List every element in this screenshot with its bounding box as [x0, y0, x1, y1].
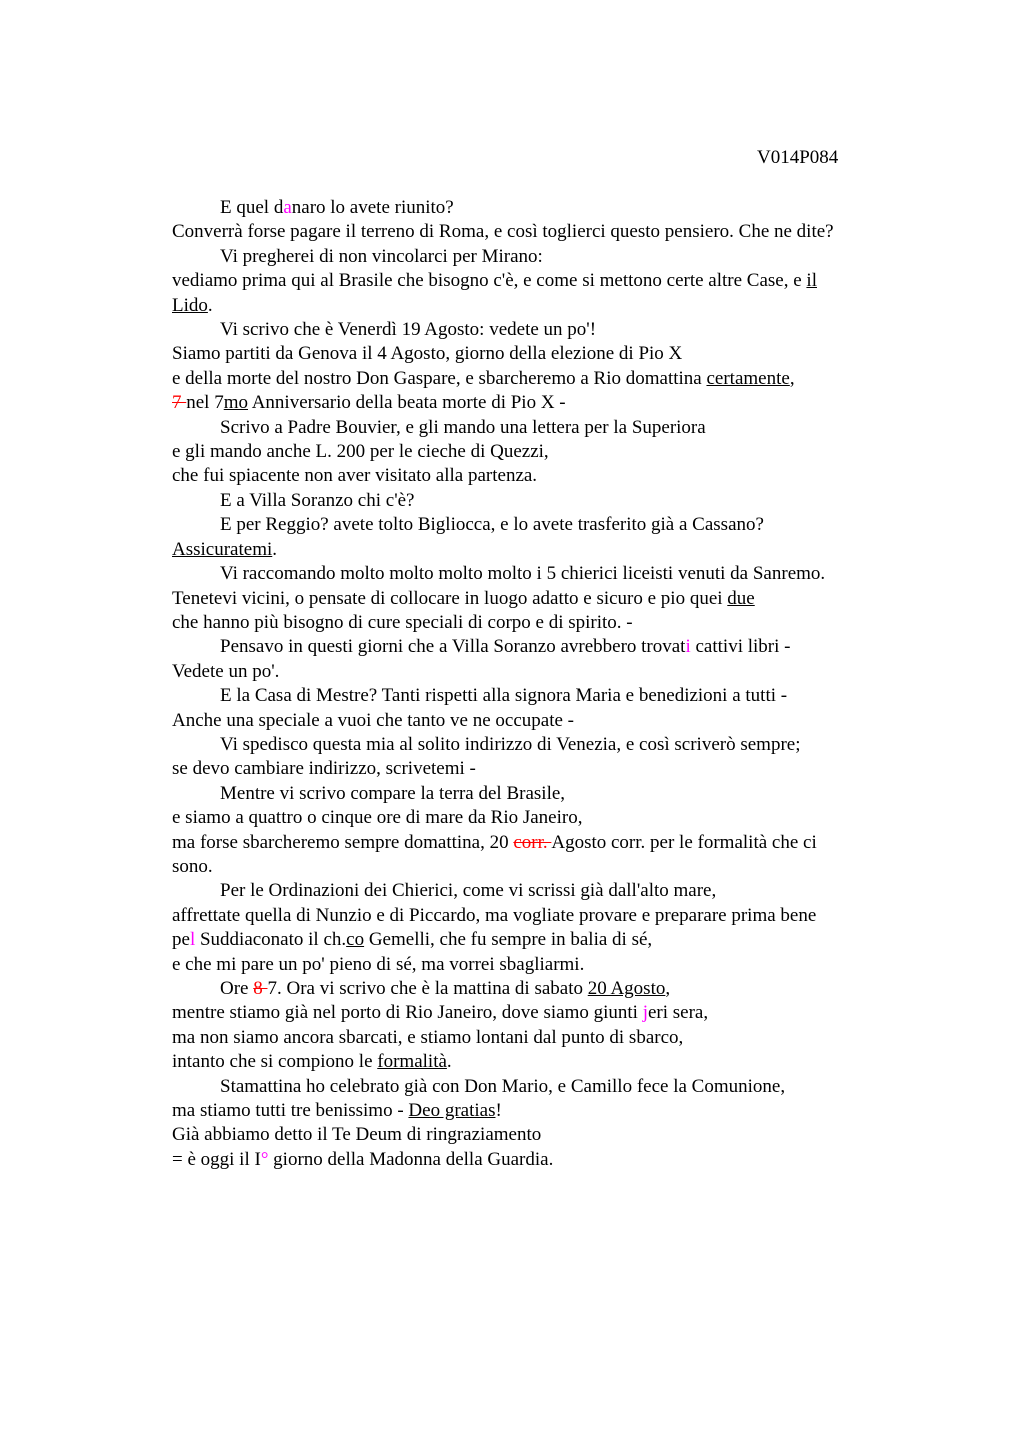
text-segment: .	[207, 294, 213, 316]
text-line	[172, 367, 902, 391]
text-line	[172, 416, 902, 440]
text-segment: Vi raccomando molto molto molto molto i 5 chierici liceisti venuti da Sanremo.	[220, 563, 826, 585]
text-segment: Per le Ordinazioni dei Chierici, come vi scrissi già dall'alto mare,	[220, 880, 717, 902]
underlined-text: Deo gratias	[408, 1100, 496, 1122]
text-line	[172, 342, 902, 366]
text-segment: se devo cambiare indirizzo, scrivetemi -	[172, 758, 476, 780]
text-segment: .	[272, 538, 278, 560]
underlined-text: mo	[223, 392, 248, 414]
text-segment: eri sera,	[647, 1002, 709, 1024]
text-segment: naro lo avete riunito?	[291, 197, 454, 218]
text-segment: sono.	[172, 855, 213, 877]
text-line	[172, 635, 902, 659]
text-line	[172, 562, 902, 586]
text-line	[172, 904, 902, 928]
text-segment: Vi spedisco questa mia al solito indirizzo di Venezia, e così scriverò sempre;	[220, 733, 801, 755]
text-segment: e della morte del nostro Don Gaspare, e sbarcheremo a Rio domattina	[172, 367, 707, 389]
text-line	[172, 977, 902, 1001]
underlined-text: certamente	[706, 367, 790, 389]
text-segment: .	[446, 1051, 452, 1073]
underlined-text: 20 Agosto	[587, 978, 666, 999]
underlined-text: co	[346, 929, 365, 951]
text-segment: Vi scrivo che è Venerdì 19 Agosto: vedete un po'!	[220, 319, 597, 341]
inserted-text: i	[685, 636, 691, 658]
text-segment: !	[495, 1100, 502, 1122]
text-segment: Scrivo a Padre Bouvier, e gli mando una lettera per la Superiora	[220, 416, 706, 438]
text-line	[172, 489, 902, 513]
text-segment: Tenetevi vicini, o pensate di collocare in luogo adatto e sicuro e pio quei	[172, 587, 728, 609]
text-segment: ,	[789, 367, 795, 389]
text-line	[172, 269, 902, 293]
page-id: V014P084	[757, 147, 839, 168]
text-line	[172, 538, 902, 562]
text-segment: = è oggi il I	[172, 1148, 261, 1170]
text-segment: Mentre vi scrivo compare la terra del Brasile,	[220, 782, 566, 804]
text-line	[172, 953, 902, 977]
text-segment: cattivi libri -	[690, 636, 791, 658]
text-segment: pe	[172, 929, 190, 951]
text-segment: Gemelli, che fu sempre in balia di sé,	[364, 929, 653, 951]
text-segment: affrettate quella di Nunzio e di Piccardo, ma vogliate provare e preparare prima bene	[172, 904, 817, 926]
text-line	[172, 757, 902, 781]
text-segment: ma forse sbarcheremo sempre domattina, 20	[172, 831, 514, 853]
deleted-text: corr.	[513, 831, 552, 853]
text-segment: E quel d	[220, 197, 284, 218]
text-segment: e che mi pare un po' pieno di sé, ma vorrei sbagliarmi.	[172, 953, 585, 975]
text-line	[172, 464, 902, 488]
inserted-text: j	[642, 1002, 648, 1024]
deleted-text: 8	[253, 978, 268, 999]
text-segment: Vi pregherei di non vincolarci per Mirano:	[220, 245, 543, 267]
text-line	[172, 1075, 902, 1099]
underlined-text: due	[727, 587, 755, 609]
text-segment: Suddiaconato il ch.	[195, 929, 347, 951]
text-line	[172, 855, 902, 879]
letter-body	[172, 196, 902, 1172]
text-line	[172, 1026, 902, 1050]
text-line	[172, 611, 902, 635]
text-line	[172, 1050, 902, 1074]
text-line	[172, 1148, 902, 1172]
text-segment: ma non siamo ancora sbarcati, e stiamo lontani dal punto di sbarco,	[172, 1026, 684, 1048]
text-line	[172, 1099, 902, 1123]
text-line	[172, 245, 902, 269]
text-segment: Siamo partiti da Genova il 4 Agosto, giorno della elezione di Pio X	[172, 343, 683, 365]
text-segment: Agosto corr. per le formalità che ci	[551, 831, 817, 853]
text-segment: 7. Ora vi scrivo che è la mattina di sabato	[267, 978, 588, 999]
text-line	[172, 806, 902, 830]
text-line	[172, 928, 902, 952]
text-segment: e gli mando anche L. 200 per le cieche di Quezzi,	[172, 441, 549, 463]
text-segment: vediamo prima qui al Brasile che bisogno c'è, e come si mettono certe altre Case, e	[172, 270, 807, 292]
text-segment: Pensavo in questi giorni che a Villa Soranzo avrebbero trovat	[220, 636, 686, 658]
text-segment: intanto che si compiono le	[172, 1051, 378, 1073]
text-segment: Stamattina ho celebrato già con Don Mario, e Camillo fece la Comunione,	[220, 1075, 786, 1097]
text-segment: che hanno più bisogno di cure speciali di corpo e di spirito. -	[172, 611, 633, 633]
text-line	[172, 294, 902, 318]
text-line	[172, 1001, 902, 1025]
text-line	[172, 782, 902, 806]
text-line	[172, 391, 902, 415]
deleted-text: 7	[172, 392, 187, 414]
text-segment: Anniversario della beata morte di Pio X -	[248, 392, 566, 414]
text-segment: Anche una speciale a vuoi che tanto ve ne occupate -	[172, 709, 574, 731]
text-segment: Vedete un po'.	[172, 660, 280, 682]
text-line	[172, 733, 902, 757]
text-line	[172, 879, 902, 903]
text-segment: che fui spiacente non aver visitato alla partenza.	[172, 465, 538, 487]
text-segment: nel 7	[186, 392, 224, 414]
text-line	[172, 318, 902, 342]
text-segment: E per Reggio? avete tolto Bigliocca, e lo avete trasferito già a Cassano?	[220, 514, 764, 536]
underlined-text: il	[806, 270, 817, 292]
text-segment: Ore	[220, 978, 254, 999]
inserted-text: °	[260, 1148, 269, 1170]
underlined-text: Lido	[172, 294, 208, 316]
text-line	[172, 831, 902, 855]
text-line	[172, 660, 902, 684]
text-line	[172, 709, 902, 733]
text-segment: e siamo a quattro o cinque ore di mare da Rio Janeiro,	[172, 807, 583, 829]
text-segment: E a Villa Soranzo chi c'è?	[220, 489, 415, 511]
underlined-text: Assicuratemi	[172, 538, 273, 560]
text-line	[172, 220, 902, 244]
text-line	[172, 513, 902, 537]
text-segment: giorno della Madonna della Guardia.	[268, 1148, 554, 1170]
text-line	[172, 196, 902, 220]
inserted-text: a	[283, 197, 292, 218]
text-line	[172, 1123, 902, 1147]
text-segment: Già abbiamo detto il Te Deum di ringraziamento	[172, 1124, 542, 1146]
text-segment: ,	[665, 978, 671, 999]
text-segment: mentre stiamo già nel porto di Rio Janeiro, dove siamo giunti	[172, 1002, 643, 1024]
text-line	[172, 684, 902, 708]
text-segment: Converrà forse pagare il terreno di Roma, e così toglierci questo pensiero. Che ne dite?	[172, 221, 834, 243]
underlined-text: formalità	[377, 1051, 447, 1073]
text-segment: ma stiamo tutti tre benissimo -	[172, 1100, 409, 1122]
text-line	[172, 440, 902, 464]
text-segment: E la Casa di Mestre? Tanti rispetti alla signora Maria e benedizioni a tutti -	[220, 685, 788, 707]
inserted-text: l	[189, 929, 196, 951]
text-line	[172, 587, 902, 611]
